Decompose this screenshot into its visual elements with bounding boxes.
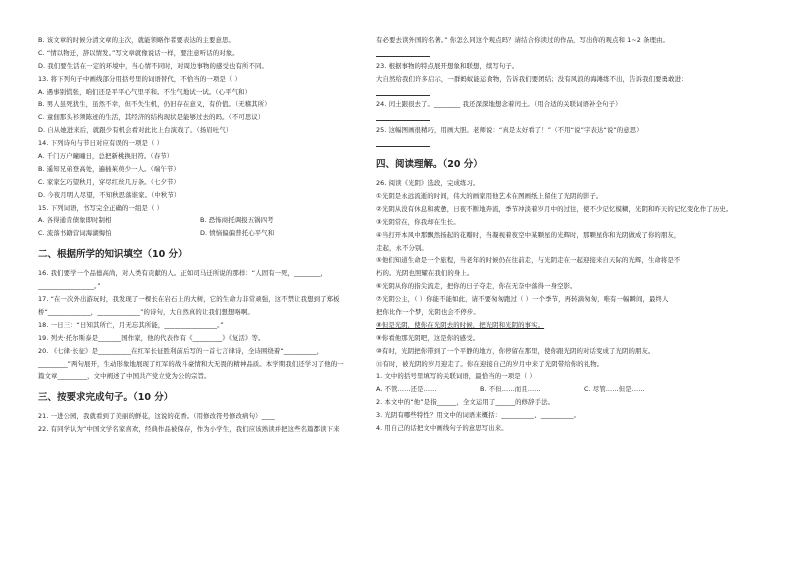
text-line: _________”两句展开，生动形象地展现了红军的战斗豪情和大无畏的精神品质。本学期我们还学习了他的一 <box>38 359 344 368</box>
text-line: C. 童佃那头衫须陈迹的生活，其经济的结构现状是能够过去的吗。（不可思议） <box>38 113 265 122</box>
passage-line: ①光阴是永远流逝的时间，伟大的画家用他艺术在图画纸上留住了光阴的影子。 <box>376 192 603 201</box>
right-column <box>376 36 766 437</box>
q15-options-row2 <box>38 229 368 238</box>
text-line: _________________。” <box>38 282 101 291</box>
underlined-passage-line: ⑧但是光阴，使你在光阴去的时候，把光阴和光阴的事实。 <box>376 320 545 329</box>
text-line: D. 自从她进来后，就跟少有机会看对此比上台演戏了。（扬眉吐气） <box>38 126 233 135</box>
question-20: 20. 《七律·长征》是__________在红军长征胜利前后写的一首七言律诗，全诗围绕着“__________， <box>38 346 324 355</box>
text-line: B. 该文章的时候分清文章的主次，就能领略作者要表达的主要意思。 <box>38 36 235 44</box>
question-16: 16. 我们要学一个品德高尚，对人类有贡献的人。正如司马迁所说的那样：“人固有一死，________， <box>38 269 328 278</box>
text-line: A. 遇事别慌张，咱们还是平平心气里平和。不生气地试一试。（心平气和） <box>38 87 252 96</box>
passage-line: ⑤他们知道生命是一个旅程，当老年的时候仍在往前走，与光阴走在一起迎接来自天际的光辉，生命将是不 <box>376 256 681 265</box>
question-22: 22. 有同学认为“中国文学名家喜欢，经典作品被保存，作为小学生，我们应该熟读并把这些名篇都读下来 <box>38 425 340 434</box>
question-15: 15. 下列词语，书写完全正确的一组是（ ） <box>38 203 164 212</box>
sub-question-3: 3. 光阴有哪些特性？用文中的词语来概括：__________、__________。 <box>376 411 581 420</box>
question-21: 21. 一进公园，我就看到了美丽的鲜花，这说的花香。（用修改符号修改病句）____ <box>38 412 275 421</box>
option-c: C. 流落书籍营词海湖悔怕 <box>38 229 112 238</box>
text-line: 篇文章_________，文中阐述了中国共产党立党为公的宗旨。 <box>38 372 211 381</box>
sub-question-1: 1. 文中的括号里填写的关联词语，最恰当的一项是（ ） <box>376 372 536 381</box>
answer-line <box>376 113 766 122</box>
q1-options <box>376 385 766 394</box>
passage-line: ③光阴常在，你我却在生长。 <box>376 217 460 226</box>
option-c: C. 尽管……但是…… <box>584 385 645 394</box>
text-line: B. 男人虽死犹生，虽然不幸，但不失生机，仍旧存在意义，有价值。（无稽其所） <box>38 100 271 109</box>
passage-line: 走起，永不分别。 <box>376 243 428 252</box>
passage-line: ⑦光阴公主，（ ）你能不能如此，请不要匆匆跑过（ ）一个季节，再转滴匆匆，唯有一幅瞬间，最终人 <box>376 295 669 304</box>
left-column <box>38 36 368 438</box>
question-13: 13. 将下列句子中画线部分用括号里的词语替代，不恰当的一项是（ ） <box>38 74 241 83</box>
text-line: D. 我们要生活在一定的环境中，当心情不同时，对周边事物的感受也有所不同。 <box>38 61 268 70</box>
text-line: B. 遥知兄弟登高处，遍插茱萸少一人。（端午节） <box>38 164 180 173</box>
passage-line: ⑥光阴从你的指尖流走，把你的日子夺走，你在无奈中落得一身空影。 <box>376 282 577 291</box>
question-26: 26. 阅读《光阴》选段，完成练习。 <box>376 179 480 188</box>
question-24: 24. 闰土跟很去了。________ 我还深深地想念着闰土。（用合适的关联词语补全句子） <box>376 100 622 109</box>
sub-question-2: 2. 本文中的“他”是指______，全文运用了______的修辞手法。 <box>376 398 555 407</box>
passage-line: ④当打开本风中那飘然扬起的花瓣时，当凝视着夜空中某颗星的光辉时，那颗星你和光阴做成了你的朋友， <box>376 230 681 239</box>
question-19: 19. 列夫·托尔斯泰是_______国作家，他的代表作有《_________》《复活》等。 <box>38 333 265 342</box>
passage-line: ⑩有时，光阴把你带到了一个平静的地方，你停留在那里，使你跟光阴的对话变成了光阴的朋友。 <box>376 346 655 355</box>
section-heading: 二、根据所学的知识填空（10 分） <box>38 249 188 261</box>
answer-line <box>376 88 766 97</box>
text-line: C. “情以物迁，辞以情发。”写文章就像说话一样，要注意听话的对象。 <box>38 48 239 57</box>
passage-line: 把你比作一个梦，光阴也会不停步。 <box>376 308 480 317</box>
section-heading: 三、按要求完成句子。（10 分） <box>38 392 174 404</box>
text-line: 有必要去读外国的名著。” 你怎么同这个观点吗？请结合你读过的作品，写出你的观点和 1~2 条理由。 <box>376 36 669 44</box>
question-23: 23. 根据事物的特点展开想象和联想，续写句子。 <box>376 61 519 70</box>
text-line: D. 今夜月明人尽望，不知秋思落谁家。（中秋节） <box>38 190 181 199</box>
option-a: A. 各得通肯债象即时制相 <box>38 216 112 225</box>
text-line: 桥“_____________，_____________”的诗句，大自然真的让我们想想咯啊。 <box>38 308 254 317</box>
question-17: 17. “在一次外出游玩时，我发现了一棵长在岩石上的大树，它的生命力非常顽强，这不禁让我想到了郑板 <box>38 295 340 304</box>
passage-line: 朽的。光阴也照耀在我们的身上。 <box>376 269 474 278</box>
question-18: 18. 一日三：“日知其所亡，月无忘其所能，________________。” <box>38 320 224 329</box>
sub-question-4: 4. 用自己的话把文中画线句子的意思写出来。 <box>376 424 508 433</box>
answer-line <box>376 139 766 148</box>
text-line: A. 千门万户曈曈日，总把新桃换旧符。（春节） <box>38 152 174 161</box>
question-14: 14. 下列诗句与节日对应有误的一项是（ ） <box>38 139 164 148</box>
question-25: 25. 这幅图画很精巧，用画大胆。老师说：“真是太好看了！”（不用“说”字表达“说”的意思） <box>376 126 643 135</box>
passage-line: ⑨你看他那光阴吧，这是你的感受。 <box>376 333 480 342</box>
passage-line: ⑪有时，被光阴的岁月迎走了。你在迎接自己的岁月中来了光阴带给你的礼物。 <box>376 359 604 368</box>
passage-line: ②光阴从没有休息和疲惫，日夜不断地奔流，季节冲淡着岁月中的过往，使不少记忆模糊，光阴和昨天的记忆变化作了历史。 <box>376 204 733 213</box>
q15-options-row1 <box>38 216 368 225</box>
option-d: D. 愤恼偏偏普托心平气和 <box>200 229 275 238</box>
section-heading: 四、阅读理解。（20 分） <box>376 159 483 171</box>
text-line: 大自然给我们许多启示，一群蚂蚁能运食物，告诉我们要团结；没有风浪的海滩练不出，告诉我们要勇敢进： <box>376 74 688 83</box>
option-b: B. 不但……而且…… <box>480 385 541 394</box>
answer-line <box>376 49 766 58</box>
text-line: C. 家家乞巧望秋月，穿尽红丝几万条。（七夕节） <box>38 177 180 186</box>
option-a: A. 不管……还是…… <box>376 385 437 394</box>
option-b: B. 恐怖商托调报五锅四考 <box>200 216 274 225</box>
